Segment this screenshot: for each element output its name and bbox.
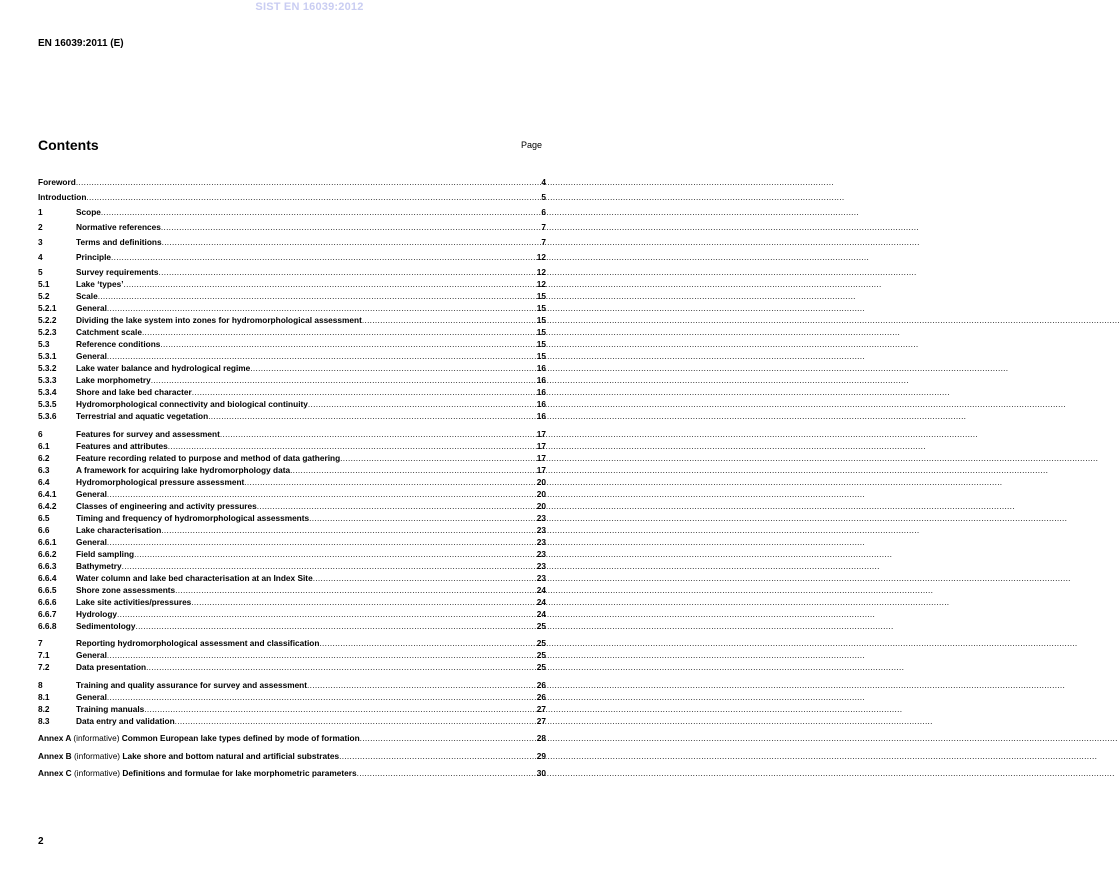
toc-entry-title: Timing and frequency of hydromorphological assessments xyxy=(76,512,310,523)
toc-entry-page: 4 xyxy=(541,177,546,187)
toc-entry-number: 6.6.4 xyxy=(38,572,57,583)
toc-entry-page: 23 xyxy=(536,560,546,571)
toc-dot-leader xyxy=(160,338,535,350)
toc-entry[interactable] xyxy=(38,251,546,263)
toc-entry-title: Water column and lake bed characterisation at an Index Site xyxy=(76,572,313,583)
toc-entry-number: 5.1 xyxy=(38,279,50,289)
toc-dot-leader xyxy=(124,278,536,290)
toc-entry-page: 16 xyxy=(536,411,546,421)
toc-entry-number: 6.6.1 xyxy=(38,536,57,547)
toc-entry-title: General xyxy=(76,536,107,547)
annex-title: Lake shore and bottom natural and artificial substrates xyxy=(122,750,340,761)
toc-entry-title: Terrestrial and aquatic vegetation xyxy=(76,411,209,421)
toc-entry-title: General xyxy=(76,691,107,702)
toc-dot-leader xyxy=(191,596,535,608)
toc-entry-page: 12 xyxy=(536,279,546,289)
watermark: SIST EN 16039:2012 xyxy=(255,1,364,13)
toc-dot-leader xyxy=(313,572,536,584)
toc-entry-title: Normative references xyxy=(76,222,161,232)
toc-entry-page: 17 xyxy=(536,440,546,451)
toc-entry-page: 28 xyxy=(536,733,546,743)
toc-entry-number: 7.1 xyxy=(38,650,50,660)
toc-entry-page: 5 xyxy=(541,192,546,202)
toc-entry-number: 6.4.1 xyxy=(38,488,57,499)
toc-annex-label xyxy=(38,767,357,779)
toc-annex-entry[interactable] xyxy=(38,767,546,779)
toc-dot-leader xyxy=(208,410,536,422)
toc-entry-title: Hydromorphological connectivity and biological continuity xyxy=(76,399,308,409)
annex-prefix: Annex A xyxy=(38,733,72,743)
toc-dot-leader xyxy=(250,362,535,374)
toc-entry-number: 5.2 xyxy=(38,291,50,301)
toc-entry-number: 5.2.2 xyxy=(38,315,57,325)
toc-entry-number: 8.3 xyxy=(38,715,50,726)
toc-entry-page: 15 xyxy=(536,327,546,337)
toc-entry[interactable] xyxy=(38,679,546,691)
toc-entry-title: Lake characterisation xyxy=(76,524,162,535)
toc-entry-number: 6.1 xyxy=(38,440,50,451)
toc-entry-page: 30 xyxy=(536,768,546,778)
toc-entry-page: 15 xyxy=(536,303,546,313)
toc-entry-number: 5.3.1 xyxy=(38,351,57,361)
toc-dot-leader xyxy=(86,191,540,203)
toc-entry[interactable] xyxy=(38,386,546,398)
toc-dot-leader xyxy=(175,715,536,727)
annex-title: Common European lake types defined by mode of formation xyxy=(121,733,360,743)
toc-entry-page: 15 xyxy=(536,339,546,349)
toc-entry-page: 16 xyxy=(536,387,546,397)
toc-dot-leader xyxy=(290,464,536,476)
toc-entry[interactable] xyxy=(38,338,546,350)
toc-entry-number: 7.2 xyxy=(38,662,50,672)
toc-entry-number: 1 xyxy=(38,207,43,217)
toc-entry-title: Lake morphometry xyxy=(76,375,151,385)
toc-entry[interactable] xyxy=(38,440,546,452)
annex-title: Definitions and formulae for lake morphometric parameters xyxy=(122,768,357,778)
annex-informative-tag: (informative) xyxy=(73,750,121,761)
toc-entry-title: Feature recording related to purpose and method of data gathering xyxy=(76,452,341,463)
toc-entry[interactable] xyxy=(38,452,546,464)
toc-dot-leader xyxy=(107,488,536,500)
toc-entry[interactable] xyxy=(38,266,546,278)
toc-entry-number: 5.2.3 xyxy=(38,327,57,337)
toc-entry-title: Scope xyxy=(76,207,101,217)
toc-entry[interactable] xyxy=(38,608,546,620)
toc-entry-title: Reference conditions xyxy=(76,339,161,349)
toc-entry-number: 6.6 xyxy=(38,524,50,535)
toc-dot-leader xyxy=(362,314,536,326)
toc-entry[interactable] xyxy=(38,572,546,584)
footer-page-number: 2 xyxy=(38,836,44,847)
toc-entry-title: General xyxy=(76,351,107,361)
toc-dot-leader xyxy=(146,661,536,673)
toc-entry-page: 7 xyxy=(541,222,546,232)
toc-entry-number: 7 xyxy=(38,638,43,648)
toc-dot-leader xyxy=(122,560,536,572)
toc-entry-title: Hydromorphological pressure assessment xyxy=(76,476,245,487)
toc-entry-page: 23 xyxy=(536,572,546,583)
toc-entry-page: 26 xyxy=(536,691,546,702)
toc-entry-page: 6 xyxy=(541,207,546,217)
toc-entry[interactable] xyxy=(38,536,546,548)
toc-dot-leader xyxy=(107,302,536,314)
toc-entry[interactable] xyxy=(38,206,546,218)
toc-entry-title: Features and attributes xyxy=(76,440,168,451)
toc-entry-title: Classes of engineering and activity pressures xyxy=(76,500,257,511)
toc-entry-page: 25 xyxy=(536,662,546,672)
annex-prefix: Annex B xyxy=(38,750,72,761)
toc-entry-title: Principle xyxy=(76,252,112,262)
toc-entry[interactable] xyxy=(38,191,546,203)
toc-entry-title: Introduction xyxy=(38,192,87,202)
toc-dot-leader xyxy=(76,176,541,188)
toc-entry-title: Shore and lake bed character xyxy=(76,387,192,397)
toc-entry-page: 7 xyxy=(541,237,546,247)
toc-entry-number: 5 xyxy=(38,267,43,277)
toc-dot-leader xyxy=(107,649,536,661)
toc-dot-leader xyxy=(340,452,536,464)
toc-entry-page: 27 xyxy=(536,715,546,726)
toc-entry-title: Field sampling xyxy=(76,548,135,559)
toc-dot-leader xyxy=(107,350,536,362)
toc-entry-page: 23 xyxy=(536,536,546,547)
toc-entry-title: A framework for acquiring lake hydromorphology data xyxy=(76,464,291,475)
toc-entry-number: 6.6.3 xyxy=(38,560,57,571)
annex-prefix: Annex C xyxy=(38,768,72,778)
toc-entry[interactable] xyxy=(38,488,546,500)
toc-dot-leader xyxy=(308,398,536,410)
toc-dot-leader xyxy=(117,608,536,620)
toc-entry[interactable] xyxy=(38,691,546,703)
toc-entry-title: Training and quality assurance for survey and assessment xyxy=(76,679,308,690)
toc-dot-leader xyxy=(144,703,536,715)
page-column-label: Page xyxy=(521,140,543,150)
toc-entry-page: 25 xyxy=(536,650,546,660)
toc-entry[interactable] xyxy=(38,649,546,661)
toc-entry-page: 17 xyxy=(536,464,546,475)
toc-entry-page: 17 xyxy=(536,452,546,463)
toc-dot-leader xyxy=(192,386,536,398)
toc-entry[interactable] xyxy=(38,560,546,572)
toc-entry-title: Data entry and validation xyxy=(76,715,175,726)
toc-dot-leader xyxy=(175,584,536,596)
toc-entry-number: 3 xyxy=(38,237,43,247)
toc-entry-page: 24 xyxy=(536,608,546,619)
toc-entry-page: 20 xyxy=(536,488,546,499)
toc-entry-page: 15 xyxy=(536,315,546,325)
toc-entry[interactable] xyxy=(38,410,546,422)
toc-entry-page: 12 xyxy=(536,252,546,262)
toc-entry-number: 5.3.3 xyxy=(38,375,57,385)
toc-entry-number: 8.1 xyxy=(38,691,50,702)
toc-entry[interactable] xyxy=(38,374,546,386)
toc-dot-leader xyxy=(161,221,541,233)
toc-entry-number: 5.3.2 xyxy=(38,363,57,373)
toc-entry-title: Sedimentology xyxy=(76,620,136,631)
toc-entry[interactable] xyxy=(38,500,546,512)
toc-entry-number: 5.3 xyxy=(38,339,50,349)
toc-entry[interactable] xyxy=(38,176,546,188)
toc-dot-leader xyxy=(339,750,536,762)
toc-entry-page: 23 xyxy=(536,512,546,523)
toc-entry-page: 20 xyxy=(536,500,546,511)
toc-entry-number: 2 xyxy=(38,222,43,232)
toc-dot-leader xyxy=(244,476,535,488)
toc-entry-page: 12 xyxy=(536,267,546,277)
toc-entry-page: 26 xyxy=(536,679,546,690)
toc-dot-leader xyxy=(309,512,536,524)
toc-dot-leader xyxy=(161,524,535,536)
toc-entry[interactable] xyxy=(38,661,546,673)
toc-entry-title: Training manuals xyxy=(76,703,145,714)
toc-entry-page: 29 xyxy=(536,750,546,761)
toc-entry-title: Reporting hydromorphological assessment and classification xyxy=(76,638,320,648)
toc-entry-title: Lake site activities/pressures xyxy=(76,596,192,607)
toc-entry-number: 8.2 xyxy=(38,703,50,714)
toc-entry-page: 16 xyxy=(536,399,546,409)
toc-dot-leader xyxy=(98,290,536,302)
toc-entry-number: 4 xyxy=(38,252,43,262)
document-id: EN 16039:2011 (E) xyxy=(38,38,124,49)
toc-entry-title: Scale xyxy=(76,291,98,301)
toc-entry[interactable] xyxy=(38,637,546,649)
toc-entry-title: Features for survey and assessment xyxy=(76,428,220,439)
toc-entry[interactable] xyxy=(38,476,546,488)
toc-entry-number: 6.4 xyxy=(38,476,50,487)
toc-annex-entry[interactable] xyxy=(38,732,546,744)
toc-entry-page: 16 xyxy=(536,375,546,385)
toc-entry[interactable] xyxy=(38,398,546,410)
toc-entry[interactable] xyxy=(38,584,546,596)
toc-entry-title: General xyxy=(76,488,107,499)
toc-entry-page: 15 xyxy=(536,351,546,361)
annex-informative-tag: (informative) xyxy=(73,768,121,778)
toc-entry-page: 17 xyxy=(536,428,546,439)
toc-entry[interactable] xyxy=(38,278,546,290)
toc-dot-leader xyxy=(134,548,536,560)
toc-entry-number: 5.3.4 xyxy=(38,387,57,397)
toc-entry-title: Bathymetry xyxy=(76,560,122,571)
toc-entry[interactable] xyxy=(38,350,546,362)
toc-dot-leader xyxy=(162,236,541,248)
toc-entry-page: 15 xyxy=(536,291,546,301)
toc-dot-leader xyxy=(168,440,536,452)
toc-annex-label xyxy=(38,732,360,744)
toc-entry-number: 6.6.2 xyxy=(38,548,57,559)
toc-entry-page: 24 xyxy=(536,596,546,607)
toc-entry-number: 6.6.6 xyxy=(38,596,57,607)
toc-dot-leader xyxy=(101,206,540,218)
toc-entry[interactable] xyxy=(38,596,546,608)
toc-entry[interactable] xyxy=(38,715,546,727)
toc-dot-leader xyxy=(360,732,536,744)
toc-entry-title: Shore zone assessments xyxy=(76,584,176,595)
toc-entry[interactable] xyxy=(38,221,546,233)
toc-dot-leader xyxy=(151,374,536,386)
toc-entry[interactable] xyxy=(38,314,546,326)
toc-entry-number: 6.2 xyxy=(38,452,50,463)
toc-entry-page: 16 xyxy=(536,363,546,373)
toc-entry[interactable] xyxy=(38,428,546,440)
toc-entry[interactable] xyxy=(38,512,546,524)
toc-entry-number: 8 xyxy=(38,679,43,690)
toc-dot-leader xyxy=(319,637,535,649)
table-of-contents xyxy=(38,176,546,779)
toc-dot-leader xyxy=(111,251,536,263)
toc-entry-number: 6.6.7 xyxy=(38,608,57,619)
toc-dot-leader xyxy=(107,536,536,548)
toc-entry-title: General xyxy=(76,650,107,660)
contents-title: Contents xyxy=(38,137,99,153)
toc-entry-title: Lake ‘types’ xyxy=(76,279,124,289)
toc-entry[interactable] xyxy=(38,524,546,536)
toc-dot-leader xyxy=(107,691,536,703)
toc-dot-leader xyxy=(307,679,536,691)
toc-entry-page: 23 xyxy=(536,548,546,559)
toc-entry[interactable] xyxy=(38,362,546,374)
annex-informative-tag: (informative) xyxy=(73,733,120,743)
toc-entry-page: 23 xyxy=(536,524,546,535)
toc-entry-number: 6.5 xyxy=(38,512,50,523)
toc-entry-title: Catchment scale xyxy=(76,327,142,337)
toc-entry-number: 6.4.2 xyxy=(38,500,57,511)
toc-entry-number: 5.3.6 xyxy=(38,411,57,421)
toc-entry[interactable] xyxy=(38,548,546,560)
toc-entry[interactable] xyxy=(38,302,546,314)
toc-dot-leader xyxy=(357,767,536,779)
toc-entry-title: Foreword xyxy=(38,177,76,187)
toc-entry-number: 6 xyxy=(38,428,43,439)
toc-entry-page: 27 xyxy=(536,703,546,714)
toc-dot-leader xyxy=(142,326,536,338)
toc-dot-leader xyxy=(220,428,536,440)
toc-dot-leader xyxy=(257,500,536,512)
toc-annex-entry[interactable] xyxy=(38,750,546,762)
toc-entry-title: Survey requirements xyxy=(76,267,159,277)
toc-dot-leader xyxy=(159,266,536,278)
toc-entry-page: 25 xyxy=(536,620,546,631)
toc-entry-title: Data presentation xyxy=(76,662,147,672)
toc-annex-label xyxy=(38,750,339,762)
toc-entry-number: 5.3.5 xyxy=(38,399,57,409)
toc-entry-title: Dividing the lake system into zones for hydromorphological assessment xyxy=(76,315,362,325)
toc-entry-number: 6.3 xyxy=(38,464,50,475)
toc-entry-number: 6.6.5 xyxy=(38,584,57,595)
toc-entry-title: General xyxy=(76,303,107,313)
toc-entry-page: 20 xyxy=(536,476,546,487)
toc-entry-number: 5.2.1 xyxy=(38,303,57,313)
toc-entry-title: Terms and definitions xyxy=(76,237,162,247)
toc-entry-number: 6.6.8 xyxy=(38,620,57,631)
toc-entry[interactable] xyxy=(38,620,546,632)
toc-entry[interactable] xyxy=(38,290,546,302)
toc-entry-page: 24 xyxy=(536,584,546,595)
toc-entry[interactable] xyxy=(38,236,546,248)
toc-entry-title: Lake water balance and hydrological regime xyxy=(76,363,251,373)
toc-entry[interactable] xyxy=(38,464,546,476)
toc-entry[interactable] xyxy=(38,703,546,715)
toc-entry[interactable] xyxy=(38,326,546,338)
toc-entry-title: Hydrology xyxy=(76,608,118,619)
toc-dot-leader xyxy=(135,620,535,632)
toc-entry-page: 25 xyxy=(536,638,546,648)
